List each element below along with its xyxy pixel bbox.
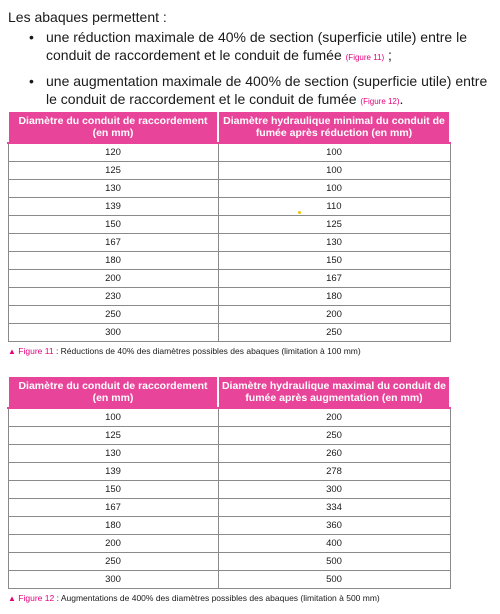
table-cell: 150 (8, 216, 218, 234)
caption-text: : Réductions de 40% des diamètres possibles des abaques (limitation à 100 mm) (53, 346, 361, 356)
table-cell: 500 (218, 571, 450, 589)
table-cell: 150 (8, 481, 218, 499)
bullet-text: une réduction maximale de 40% de section (superficie utile) entre le conduit de raccordement et le conduit de fumée (46, 29, 468, 63)
reduction-table (7, 112, 451, 342)
table-cell: 110 (218, 198, 450, 216)
table-row (8, 517, 450, 535)
table-cell: 278 (218, 463, 450, 481)
table-cell: 400 (218, 535, 450, 553)
table-row (8, 553, 450, 571)
table-row (8, 427, 450, 445)
table-body (8, 143, 450, 342)
table-row (8, 180, 450, 198)
column-header: Diamètre du conduit de raccordement (en mm) (8, 377, 218, 408)
figure-reference: (Figure 11) (345, 53, 385, 62)
column-header: Diamètre hydraulique maximal du conduit de fumée après augmentation (en mm) (218, 377, 450, 408)
table-cell: 125 (8, 162, 218, 180)
table-row (8, 234, 450, 252)
triangle-icon: ▲ (8, 347, 16, 356)
table-row (8, 571, 450, 589)
table-cell: 250 (8, 306, 218, 324)
table-row (8, 143, 450, 162)
table-row (8, 535, 450, 553)
table-cell: 180 (218, 288, 450, 306)
table-cell: 250 (8, 553, 218, 571)
table-cell: 167 (8, 499, 218, 517)
table-cell: 125 (8, 427, 218, 445)
table-cell: 150 (218, 252, 450, 270)
table-header-row (8, 112, 450, 143)
table-row (8, 499, 450, 517)
table-cell: 100 (218, 162, 450, 180)
caption-text: : Augmentations de 400% des diamètres possibles des abaques (limitation à 500 mm) (54, 593, 380, 603)
table-cell: 230 (8, 288, 218, 306)
table-cell: 180 (8, 252, 218, 270)
bullet-text: une augmentation maximale de 400% de section (superficie utile) entre le conduit de raccordement et le conduit de fumée (46, 73, 488, 107)
bullet-item (8, 72, 492, 111)
table-row (8, 198, 450, 216)
bullet-dot-icon: • (29, 73, 34, 89)
bullet-suffix: . (399, 91, 404, 107)
table-row (8, 481, 450, 499)
table-cell: 167 (8, 234, 218, 252)
table-row (8, 463, 450, 481)
figure-12-caption (8, 593, 380, 603)
bullet-suffix: ; (384, 47, 392, 63)
table-row (8, 252, 450, 270)
table-cell: 300 (218, 481, 450, 499)
table-cell: 120 (8, 143, 218, 162)
table-cell: 100 (8, 408, 218, 427)
caption-figure-label: Figure 12 (18, 593, 55, 603)
table-cell: 139 (8, 463, 218, 481)
table-cell: 100 (218, 180, 450, 198)
table-row (8, 306, 450, 324)
table-cell: 130 (218, 234, 450, 252)
caption-figure-label: Figure 11 (18, 346, 54, 356)
table-cell: 300 (8, 324, 218, 342)
triangle-icon: ▲ (8, 594, 16, 603)
table-cell: 200 (218, 408, 450, 427)
table-row (8, 324, 450, 342)
table-cell: 250 (218, 427, 450, 445)
table-cell: 260 (218, 445, 450, 463)
table-cell: 180 (8, 517, 218, 535)
table-row (8, 408, 450, 427)
table-cell: 200 (8, 535, 218, 553)
intro-title: Les abaques permettent : (8, 9, 167, 25)
table-cell: 139 (8, 198, 218, 216)
bullet-list (8, 28, 492, 111)
figure-reference: (Figure 12) (360, 97, 400, 106)
figure-11-caption (8, 346, 361, 356)
table-row (8, 270, 450, 288)
table-cell: 130 (8, 180, 218, 198)
table-cell: 500 (218, 553, 450, 571)
table-header-row (8, 377, 450, 408)
table-cell: 300 (8, 571, 218, 589)
table-body (8, 408, 450, 589)
bullet-item (8, 28, 492, 67)
table-cell: 200 (8, 270, 218, 288)
table-row (8, 445, 450, 463)
augmentation-table (7, 377, 451, 589)
table-cell: 125 (218, 216, 450, 234)
table-row (8, 162, 450, 180)
bullet-dot-icon: • (29, 29, 34, 45)
column-header: Diamètre hydraulique minimal du conduit de fumée après réduction (en mm) (218, 112, 450, 143)
table-row (8, 216, 450, 234)
yellow-dot-mark (298, 211, 301, 214)
intro-section (8, 8, 492, 116)
table-row (8, 288, 450, 306)
column-header: Diamètre du conduit de raccordement (en mm) (8, 112, 218, 143)
table-cell: 250 (218, 324, 450, 342)
table-cell: 334 (218, 499, 450, 517)
table-cell: 167 (218, 270, 450, 288)
table-cell: 360 (218, 517, 450, 535)
table-cell: 130 (8, 445, 218, 463)
table-cell: 100 (218, 143, 450, 162)
table-cell: 200 (218, 306, 450, 324)
